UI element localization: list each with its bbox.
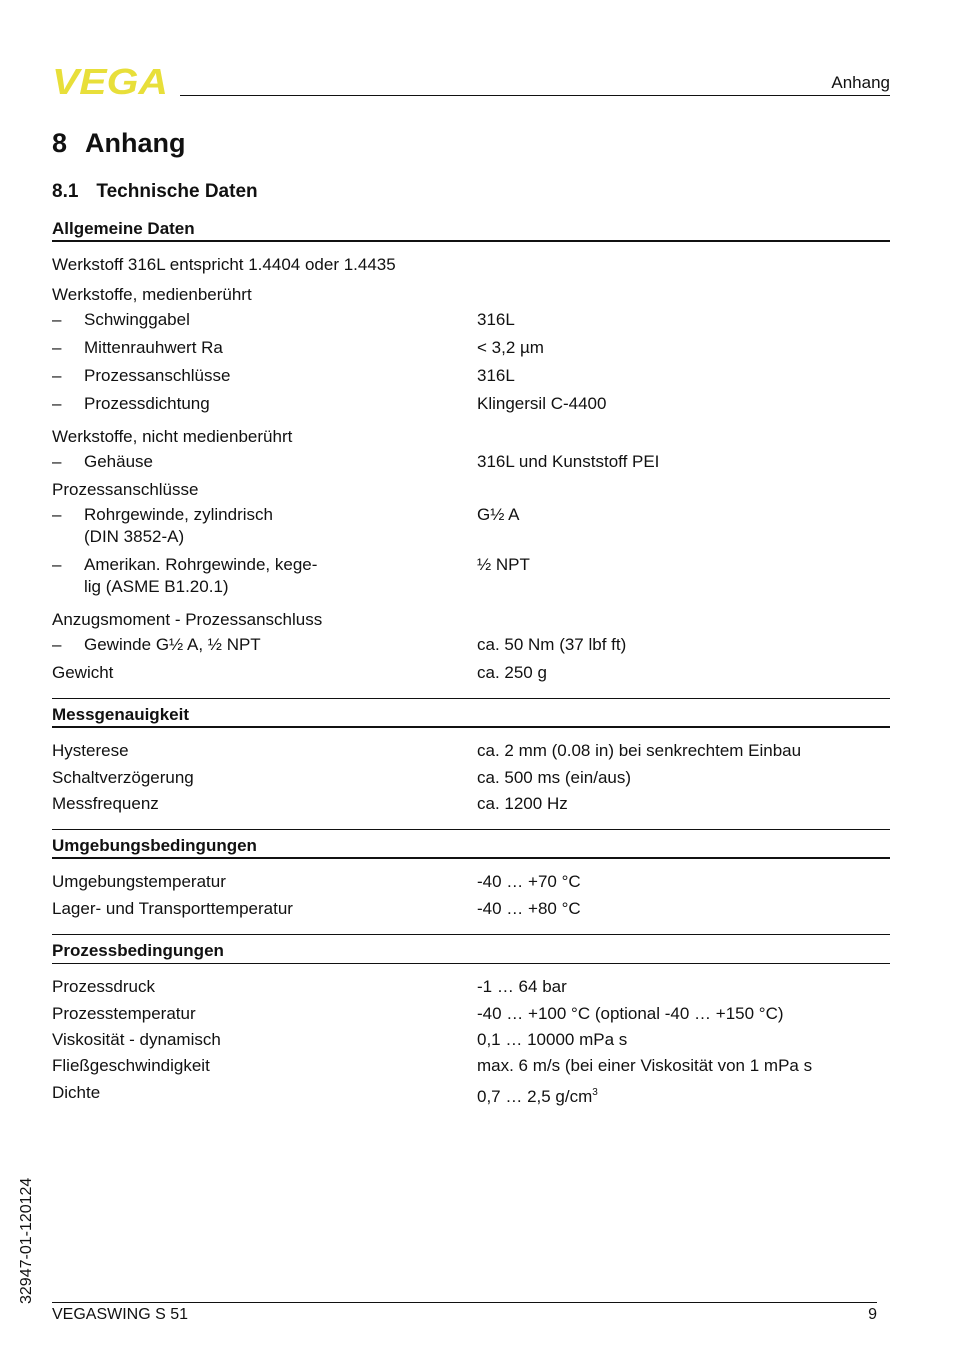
section-number: 8.1	[52, 181, 79, 202]
document-code: 32947-01-120124	[18, 1177, 35, 1304]
footer-rule	[52, 1302, 877, 1303]
prozesstemperatur-label: Prozesstemperatur	[52, 1004, 196, 1023]
list-dash: –	[52, 505, 62, 524]
list-dash: –	[52, 555, 62, 574]
schaltverzoegerung-label: Schaltverzögerung	[52, 768, 194, 787]
list-dash: –	[52, 310, 62, 329]
rohrgewinde-value: G½ A	[477, 505, 520, 524]
schaltverzoegerung-value: ca. 500 ms (ein/aus)	[477, 768, 632, 787]
rohrgewinde-label-line2: (DIN 3852-A)	[84, 527, 185, 546]
umgebung-rule	[52, 857, 890, 859]
umgebungsbedingungen-heading: Umgebungsbedingungen	[52, 836, 257, 855]
footer-page-number: 9	[868, 1306, 877, 1323]
viskositaet-label: Viskosität - dynamisch	[52, 1030, 221, 1049]
fliessgeschwindigkeit-value: max. 6 m/s (bei einer Viskosität von 1 mPa s	[477, 1056, 813, 1075]
chapter-number: 8	[52, 128, 68, 158]
gewicht-value: ca. 250 g	[477, 663, 547, 682]
mittenrauhwert-value: < 3,2 µm	[477, 338, 544, 357]
anzugsmoment-label: Anzugsmoment - Prozessanschluss	[52, 610, 323, 629]
allgemeine-daten-rule	[52, 240, 890, 242]
chapter-title: Anhang	[85, 128, 186, 158]
messfrequenz-label: Messfrequenz	[52, 794, 159, 813]
schwinggabel-value: 316L	[477, 310, 515, 329]
header-rule	[180, 95, 890, 96]
schwinggabel-label: Schwinggabel	[84, 310, 190, 329]
prozessanschluesse-material-label: Prozessanschlüsse	[84, 366, 231, 385]
gehaeuse-label: Gehäuse	[84, 452, 153, 471]
prozess-top-rule	[52, 934, 890, 935]
umgebungstemperatur-label: Umgebungstemperatur	[52, 872, 226, 891]
prozessanschluesse-material-value: 316L	[477, 366, 515, 385]
werkstoffe-medienberuehrt-label: Werkstoffe, medienberührt	[52, 285, 252, 304]
gehaeuse-value: 316L und Kunststoff PEI	[477, 452, 660, 471]
list-dash: –	[52, 338, 62, 357]
werkstoff-note: Werkstoff 316L entspricht 1.4404 oder 1.4435	[52, 255, 396, 274]
messgenauigkeit-top-rule	[52, 698, 890, 699]
fliessgeschwindigkeit-label: Fließgeschwindigkeit	[52, 1056, 210, 1075]
gewinde-value: ca. 50 Nm (37 lbf ft)	[477, 635, 627, 654]
prozessdichtung-label: Prozessdichtung	[84, 394, 210, 413]
amerikan-rohrgewinde-label-line2: lig (ASME B1.20.1)	[84, 577, 229, 596]
gewinde-label: Gewinde G½ A, ½ NPT	[84, 635, 261, 654]
list-dash: –	[52, 452, 62, 471]
header-section-label: Anhang	[831, 73, 890, 92]
list-dash: –	[52, 366, 62, 385]
hysterese-value: ca. 2 mm (0.08 in) bei senkrechtem Einbau	[477, 741, 802, 760]
lagertemperatur-label: Lager- und Transporttemperatur	[52, 899, 293, 918]
amerikan-rohrgewinde-value: ½ NPT	[477, 555, 530, 574]
prozesstemperatur-value: -40 … +100 °C (optional -40 … +150 °C)	[477, 1004, 784, 1023]
list-dash: –	[52, 635, 62, 654]
gewicht-label: Gewicht	[52, 663, 114, 682]
prozessanschluesse-label: Prozessanschlüsse	[52, 480, 199, 499]
prozessdruck-value: -1 … 64 bar	[477, 977, 567, 996]
footer-product-name: VEGASWING S 51	[52, 1306, 189, 1323]
messgenauigkeit-heading: Messgenauigkeit	[52, 705, 189, 724]
werkstoffe-nicht-medienberuehrt-label: Werkstoffe, nicht medienberührt	[52, 427, 293, 446]
vega-logo	[52, 66, 170, 96]
lagertemperatur-value: -40 … +80 °C	[477, 899, 581, 918]
dichte-label: Dichte	[52, 1083, 101, 1102]
prozessdichtung-value: Klingersil C-4400	[477, 394, 607, 413]
logo-text: VEGA	[52, 66, 168, 96]
messgenauigkeit-rule	[52, 726, 890, 728]
umgebungstemperatur-value: -40 … +70 °C	[477, 872, 581, 891]
prozessdruck-label: Prozessdruck	[52, 977, 155, 996]
prozessbedingungen-heading: Prozessbedingungen	[52, 941, 224, 960]
dichte-value-text: 0,7 … 2,5 g/cm	[477, 1087, 593, 1106]
dichte-exponent: 3	[592, 1087, 598, 1098]
rohrgewinde-label-line1: Rohrgewinde, zylindrisch	[84, 505, 273, 524]
viskositaet-value: 0,1 … 10000 mPa s	[477, 1030, 628, 1049]
prozess-rule	[52, 963, 890, 964]
messfrequenz-value: ca. 1200 Hz	[477, 794, 568, 813]
chapter-heading	[52, 128, 186, 159]
section-heading	[52, 181, 258, 203]
umgebung-top-rule	[52, 829, 890, 830]
list-dash: –	[52, 394, 62, 413]
hysterese-label: Hysterese	[52, 741, 129, 760]
allgemeine-daten-heading: Allgemeine Daten	[52, 219, 195, 238]
amerikan-rohrgewinde-label-line1: Amerikan. Rohrgewinde, kege-	[84, 555, 318, 574]
section-title: Technische Daten	[96, 181, 258, 202]
mittenrauhwert-label: Mittenrauhwert Ra	[84, 338, 223, 357]
dichte-value	[477, 1082, 598, 1108]
